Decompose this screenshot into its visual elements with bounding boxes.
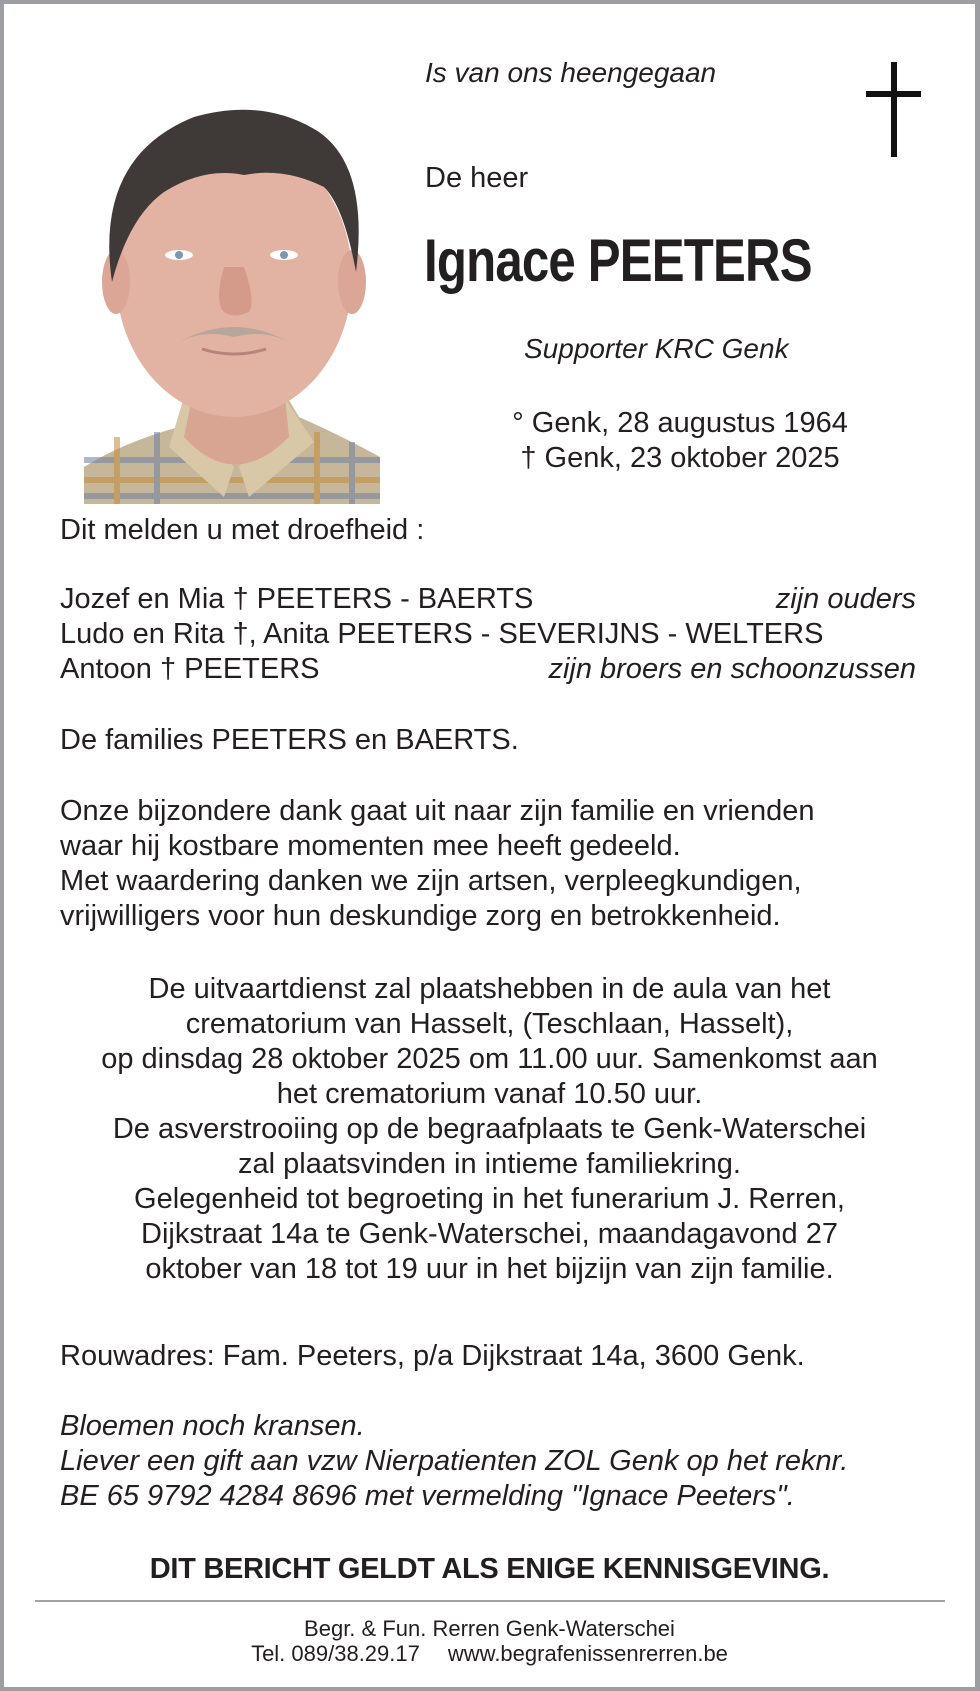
- phone-number: Tel. 089/38.29.17: [251, 1641, 420, 1666]
- ceremony-paragraph: [4, 972, 975, 1287]
- family-relation: zijn broers en schoonzussen: [548, 653, 916, 685]
- ceremony-line: Gelegenheid tot begroeting in het funerarium J. Rerren,: [134, 1183, 845, 1215]
- dates: [490, 406, 870, 476]
- death-date: † Genk, 23 oktober 2025: [520, 442, 840, 474]
- ceremony-line: op dinsdag 28 oktober 2025 om 11.00 uur. Samenkomst aan: [101, 1043, 878, 1075]
- family-names: Jozef en Mia † PEETERS - BAERTS: [60, 583, 534, 615]
- footer-divider: [35, 1600, 945, 1602]
- funeral-home-name: Begr. & Fun. Rerren Genk-Waterschei: [304, 1616, 675, 1641]
- announcement-lead: Dit melden u met droefheid :: [60, 514, 425, 546]
- obituary-card: [4, 4, 975, 1687]
- family-names: Antoon † PEETERS: [60, 653, 320, 685]
- flowers-paragraph: [60, 1409, 848, 1514]
- notice-text: DIT BERICHT GELDT ALS ENIGE KENNISGEVING.: [149, 1553, 830, 1585]
- thanks-line: vrijwilligers voor hun deskundige zorg en betrokkenheid.: [60, 900, 781, 932]
- thanks-paragraph: [60, 794, 814, 934]
- thanks-line: waar hij kostbare momenten mee heeft gedeeld.: [60, 830, 681, 862]
- ceremony-line: het crematorium vanaf 10.50 uur.: [276, 1078, 703, 1110]
- families-line: De families PEETERS en BAERTS.: [60, 724, 519, 756]
- mourning-address: Rouwadres: Fam. Peeters, p/a Dijkstraat 14a, 3600 Genk.: [60, 1340, 805, 1372]
- family-relation: zijn ouders: [775, 583, 916, 615]
- ceremony-line: De uitvaartdienst zal plaatshebben in de aula van het: [148, 973, 831, 1005]
- funeral-home-contact: [4, 1641, 975, 1666]
- funeral-home-footer: [4, 1616, 975, 1666]
- ceremony-line: zal plaatsvinden in intieme familiekring.: [238, 1148, 741, 1180]
- flowers-line: Liever een gift aan vzw Nierpatienten ZOL Genk op het reknr.: [60, 1445, 849, 1477]
- birth-date: ° Genk, 28 augustus 1964: [512, 407, 848, 439]
- intro-text: Is van ons heengegaan: [425, 57, 717, 88]
- portrait-photo: [84, 97, 380, 504]
- flowers-line: Bloemen noch kransen.: [60, 1410, 365, 1442]
- deceased-name: Ignace PEETERS: [424, 227, 812, 294]
- family-names: Ludo en Rita †, Anita PEETERS - SEVERIJNS - WELTERS: [60, 618, 824, 650]
- subtitle: Supporter KRC Genk: [524, 333, 789, 364]
- title-prefix: De heer: [425, 162, 529, 194]
- ceremony-line: oktober van 18 tot 19 uur in het bijzijn van zijn familie.: [145, 1253, 834, 1285]
- website-link[interactable]: www.begrafenissenrerren.be: [447, 1641, 728, 1666]
- flowers-line: BE 65 9792 4284 8696 met vermelding "Ignace Peeters".: [60, 1480, 795, 1512]
- ceremony-line: De asverstrooiing op de begraafplaats te Genk-Waterschei: [112, 1113, 867, 1145]
- thanks-line: Met waardering danken we zijn artsen, verpleegkundigen,: [60, 865, 802, 897]
- ceremony-line: Dijkstraat 14a te Genk-Waterschei, maandagavond 27: [141, 1218, 838, 1250]
- ceremony-line: crematorium van Hasselt, (Teschlaan, Hasselt),: [185, 1008, 794, 1040]
- thanks-line: Onze bijzondere dank gaat uit naar zijn familie en vrienden: [60, 795, 815, 827]
- portrait-image: [84, 97, 380, 504]
